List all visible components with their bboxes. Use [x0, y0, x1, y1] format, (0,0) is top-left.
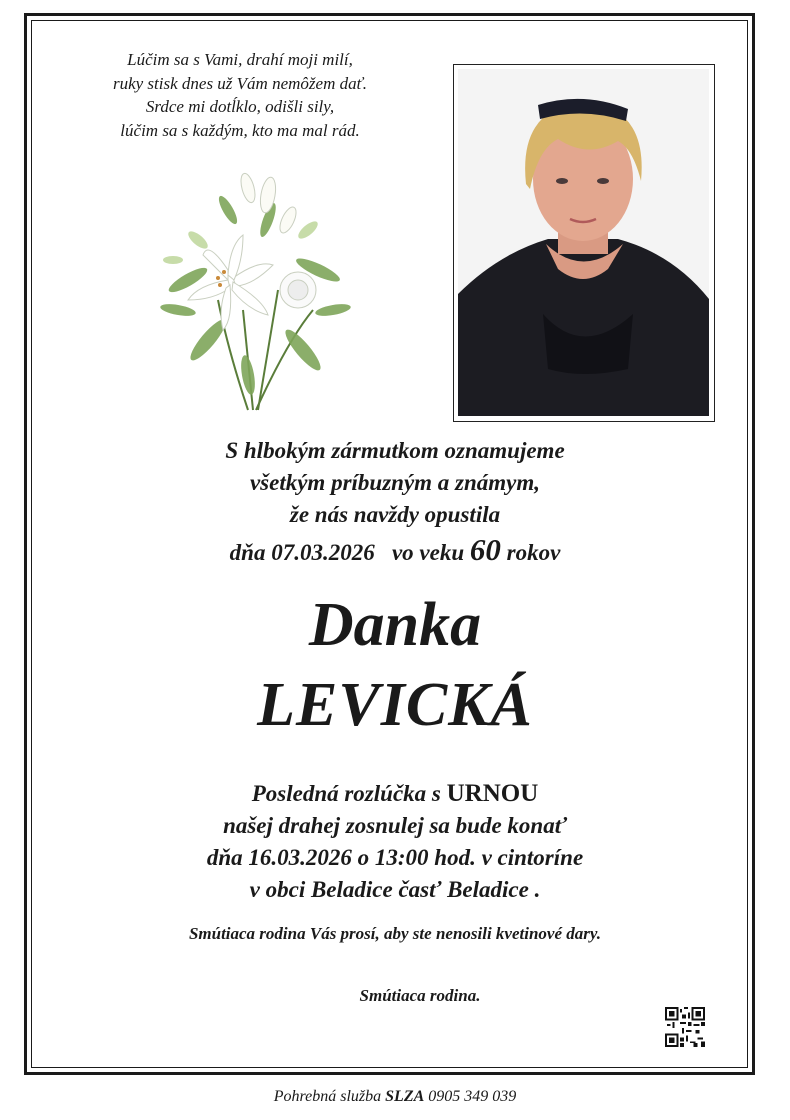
- farewell-poem: [40, 48, 440, 142]
- age-value: 60: [469, 532, 501, 567]
- age-prefix: vo veku: [391, 540, 465, 565]
- deceased-first-name: Danka: [308, 591, 482, 659]
- poem-line: Lúčim sa s Vami, drahí moji milí,: [127, 50, 353, 69]
- poem-line: lúčim sa s každým, kto ma mal rád.: [120, 120, 360, 140]
- no-flowers-request: Smútiaca rodina Vás prosí, aby ste nenosili kvetinové dary.: [188, 924, 602, 943]
- funeral-line-1: [100, 778, 690, 810]
- deceased-last-name: LEVICKÁ: [257, 671, 533, 739]
- announcement: [100, 435, 690, 531]
- footer-company: SLZA: [385, 1088, 425, 1105]
- age-suffix: rokov: [506, 540, 561, 565]
- announcement-line: všetkým príbuzným a známym,: [249, 470, 541, 495]
- death-date: dňa 07.03.2026: [229, 540, 375, 565]
- funeral-service-footer: [100, 1088, 690, 1106]
- poem-line: ruky stisk dnes už Vám nemôžem dať.: [112, 73, 368, 93]
- urn-label: URNOU: [446, 780, 539, 807]
- footer-label: Pohrebná služba: [273, 1088, 382, 1105]
- funeral-details: [100, 778, 690, 906]
- death-date-line: [100, 532, 690, 568]
- funeral-intro: Posledná rozlúčka s: [251, 781, 441, 806]
- funeral-line-3: dňa 16.03.2026 o 13:00 hod. v cintoríne: [206, 845, 584, 870]
- portrait-photo: [458, 69, 709, 416]
- qr-code: [665, 1007, 705, 1047]
- funeral-line-2: našej drahej zosnulej sa bude konať: [223, 813, 567, 838]
- portrait-frame: [453, 64, 715, 422]
- announcement-line: že nás navždy opustila: [289, 502, 501, 527]
- lily-bouquet-illustration: [148, 160, 358, 420]
- family-signature: Smútiaca rodina.: [359, 986, 481, 1005]
- footer-phone: 0905 349 039: [428, 1088, 517, 1105]
- announcement-line: S hlbokým zármutkom oznamujeme: [225, 438, 565, 463]
- poem-line: Srdce mi dotĺklo, odišli sily,: [145, 97, 335, 116]
- funeral-line-4: v obci Beladice časť Beladice .: [249, 877, 541, 902]
